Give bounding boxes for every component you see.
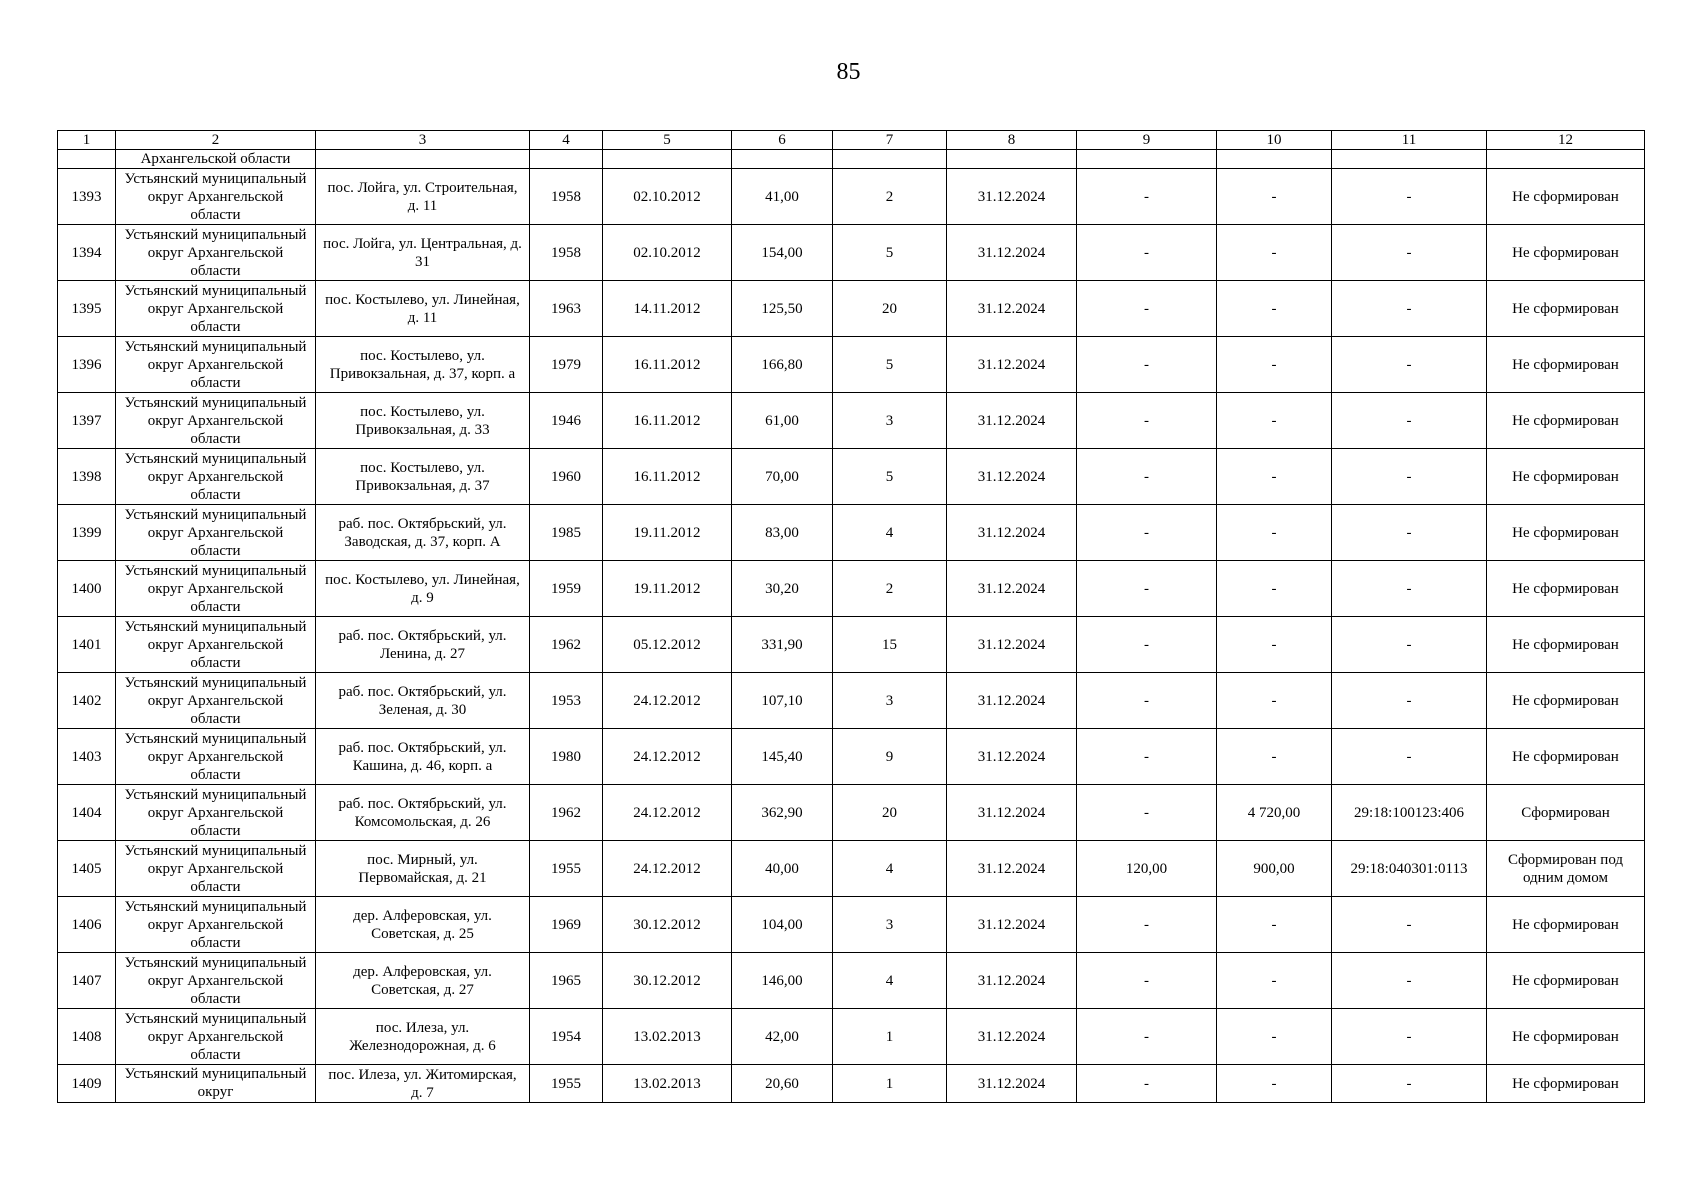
- year-cell: 1958: [530, 169, 603, 225]
- area-cell: 104,00: [732, 897, 833, 953]
- address-cell: пос. Илеза, ул. Железнодорожная, д. 6: [316, 1009, 530, 1065]
- region-cell: Устьянский муниципальный округ Архангельской области: [116, 393, 316, 449]
- residents-cell: 20: [833, 281, 947, 337]
- date-cell: 24.12.2012: [603, 841, 732, 897]
- plot-area-cell: -: [1217, 225, 1332, 281]
- plot-area-cell: -: [1217, 393, 1332, 449]
- column-number: 2: [116, 131, 316, 150]
- table-row: [58, 729, 1645, 785]
- deadline-cell: 31.12.2024: [947, 785, 1077, 841]
- cadastral-number-cell: 29:18:040301:0113: [1332, 841, 1487, 897]
- residents-cell: 15: [833, 617, 947, 673]
- residents-cell: 5: [833, 449, 947, 505]
- column-number: 3: [316, 131, 530, 150]
- cadastral-number-cell: -: [1332, 1009, 1487, 1065]
- year-cell: 1955: [530, 1065, 603, 1103]
- area-cell: 61,00: [732, 393, 833, 449]
- region-cell: Устьянский муниципальный округ Архангельской области: [116, 841, 316, 897]
- table-cell: [1487, 150, 1645, 169]
- column-number: 11: [1332, 131, 1487, 150]
- region-cell: Устьянский муниципальный округ Архангельской области: [116, 337, 316, 393]
- residents-cell: 3: [833, 897, 947, 953]
- status-cell: Не сформирован: [1487, 449, 1645, 505]
- deadline-cell: 31.12.2024: [947, 1009, 1077, 1065]
- region-cell: Устьянский муниципальный округ: [116, 1065, 316, 1103]
- deadline-cell: 31.12.2024: [947, 841, 1077, 897]
- area-cell: 40,00: [732, 841, 833, 897]
- plot-area-cell: 900,00: [1217, 841, 1332, 897]
- address-cell: пос. Лойга, ул. Строительная, д. 11: [316, 169, 530, 225]
- deadline-cell: 31.12.2024: [947, 281, 1077, 337]
- column-number-row: [58, 131, 1645, 150]
- status-cell: Сформирован под одним домом: [1487, 841, 1645, 897]
- area-cell: 166,80: [732, 337, 833, 393]
- deadline-cell: 31.12.2024: [947, 393, 1077, 449]
- region-cell: Устьянский муниципальный округ Архангельской области: [116, 617, 316, 673]
- deadline-cell: 31.12.2024: [947, 505, 1077, 561]
- row-number-cell: 1397: [58, 393, 116, 449]
- plot-area-cell: -: [1217, 1009, 1332, 1065]
- date-cell: 05.12.2012: [603, 617, 732, 673]
- table-row: [58, 393, 1645, 449]
- table-cell: [947, 150, 1077, 169]
- plot-area-cell: -: [1217, 169, 1332, 225]
- region-cell: Устьянский муниципальный округ Архангельской области: [116, 673, 316, 729]
- row-number-cell: 1408: [58, 1009, 116, 1065]
- row-number-cell: 1401: [58, 617, 116, 673]
- plot-area-cell: -: [1217, 617, 1332, 673]
- plot-area-cell: -: [1217, 953, 1332, 1009]
- table-row: [58, 169, 1645, 225]
- status-cell: Не сформирован: [1487, 897, 1645, 953]
- year-cell: 1953: [530, 673, 603, 729]
- date-cell: 30.12.2012: [603, 953, 732, 1009]
- status-cell: Не сформирован: [1487, 337, 1645, 393]
- plot-area-cell: -: [1217, 897, 1332, 953]
- column-number: 4: [530, 131, 603, 150]
- address-cell: дер. Алферовская, ул. Советская, д. 25: [316, 897, 530, 953]
- residents-cell: 4: [833, 505, 947, 561]
- year-cell: 1965: [530, 953, 603, 1009]
- area-cell: 20,60: [732, 1065, 833, 1103]
- deadline-cell: 31.12.2024: [947, 953, 1077, 1009]
- year-cell: 1958: [530, 225, 603, 281]
- cadastral-number-cell: -: [1332, 225, 1487, 281]
- plot-area-cell: -: [1217, 1065, 1332, 1103]
- table-cell: [1077, 150, 1217, 169]
- year-cell: 1954: [530, 1009, 603, 1065]
- address-cell: пос. Костылево, ул. Привокзальная, д. 37, корп. а: [316, 337, 530, 393]
- residents-cell: 5: [833, 337, 947, 393]
- year-cell: 1963: [530, 281, 603, 337]
- table-cell: [530, 150, 603, 169]
- land-area-cell: -: [1077, 953, 1217, 1009]
- year-cell: 1969: [530, 897, 603, 953]
- cadastral-number-cell: -: [1332, 673, 1487, 729]
- date-cell: 02.10.2012: [603, 225, 732, 281]
- land-area-cell: -: [1077, 169, 1217, 225]
- deadline-cell: 31.12.2024: [947, 1065, 1077, 1103]
- land-area-cell: -: [1077, 617, 1217, 673]
- address-cell: пос. Илеза, ул. Житомирская, д. 7: [316, 1065, 530, 1103]
- deadline-cell: 31.12.2024: [947, 673, 1077, 729]
- table-cell: [1332, 150, 1487, 169]
- row-number-cell: 1398: [58, 449, 116, 505]
- table-row: [58, 897, 1645, 953]
- cadastral-number-cell: -: [1332, 337, 1487, 393]
- region-cell: Устьянский муниципальный округ Архангельской области: [116, 729, 316, 785]
- table-row: [58, 673, 1645, 729]
- area-cell: 146,00: [732, 953, 833, 1009]
- row-number-cell: 1400: [58, 561, 116, 617]
- address-cell: дер. Алферовская, ул. Советская, д. 27: [316, 953, 530, 1009]
- land-area-cell: -: [1077, 897, 1217, 953]
- cadastral-number-cell: -: [1332, 281, 1487, 337]
- row-number-cell: 1405: [58, 841, 116, 897]
- address-cell: пос. Костылево, ул. Линейная, д. 9: [316, 561, 530, 617]
- region-cell: Устьянский муниципальный округ Архангельской области: [116, 169, 316, 225]
- residents-cell: 2: [833, 561, 947, 617]
- area-cell: 70,00: [732, 449, 833, 505]
- region-cell: Устьянский муниципальный округ Архангельской области: [116, 897, 316, 953]
- status-cell: Не сформирован: [1487, 1009, 1645, 1065]
- year-cell: 1980: [530, 729, 603, 785]
- cadastral-number-cell: -: [1332, 505, 1487, 561]
- land-area-cell: -: [1077, 505, 1217, 561]
- deadline-cell: 31.12.2024: [947, 729, 1077, 785]
- residents-cell: 4: [833, 841, 947, 897]
- row-number-cell: 1407: [58, 953, 116, 1009]
- year-cell: 1985: [530, 505, 603, 561]
- region-cell: Устьянский муниципальный округ Архангельской области: [116, 281, 316, 337]
- row-number-cell: 1396: [58, 337, 116, 393]
- column-number: 5: [603, 131, 732, 150]
- plot-area-cell: -: [1217, 673, 1332, 729]
- table-row: [58, 281, 1645, 337]
- status-cell: Не сформирован: [1487, 729, 1645, 785]
- deadline-cell: 31.12.2024: [947, 617, 1077, 673]
- year-cell: 1962: [530, 617, 603, 673]
- table-row: [58, 225, 1645, 281]
- date-cell: 16.11.2012: [603, 449, 732, 505]
- date-cell: 19.11.2012: [603, 505, 732, 561]
- column-number: 10: [1217, 131, 1332, 150]
- year-cell: 1959: [530, 561, 603, 617]
- address-cell: пос. Костылево, ул. Привокзальная, д. 33: [316, 393, 530, 449]
- deadline-cell: 31.12.2024: [947, 337, 1077, 393]
- land-area-cell: -: [1077, 225, 1217, 281]
- deadline-cell: 31.12.2024: [947, 897, 1077, 953]
- land-area-cell: -: [1077, 449, 1217, 505]
- table-cell: [58, 150, 116, 169]
- table-cell: [1217, 150, 1332, 169]
- residents-cell: 4: [833, 953, 947, 1009]
- cadastral-number-cell: -: [1332, 561, 1487, 617]
- date-cell: 02.10.2012: [603, 169, 732, 225]
- land-area-cell: -: [1077, 393, 1217, 449]
- status-cell: Не сформирован: [1487, 561, 1645, 617]
- row-number-cell: 1394: [58, 225, 116, 281]
- table-row: [58, 617, 1645, 673]
- residents-cell: 9: [833, 729, 947, 785]
- land-area-cell: -: [1077, 785, 1217, 841]
- column-number: 6: [732, 131, 833, 150]
- column-number: 7: [833, 131, 947, 150]
- area-cell: 331,90: [732, 617, 833, 673]
- date-cell: 14.11.2012: [603, 281, 732, 337]
- region-cell: Устьянский муниципальный округ Архангельской области: [116, 953, 316, 1009]
- region-cell: Устьянский муниципальный округ Архангельской области: [116, 1009, 316, 1065]
- date-cell: 30.12.2012: [603, 897, 732, 953]
- deadline-cell: 31.12.2024: [947, 225, 1077, 281]
- area-cell: 125,50: [732, 281, 833, 337]
- plot-area-cell: -: [1217, 281, 1332, 337]
- table-row: [58, 953, 1645, 1009]
- address-cell: пос. Костылево, ул. Линейная, д. 11: [316, 281, 530, 337]
- residents-cell: 2: [833, 169, 947, 225]
- address-cell: пос. Мирный, ул. Первомайская, д. 21: [316, 841, 530, 897]
- land-area-cell: 120,00: [1077, 841, 1217, 897]
- year-cell: 1960: [530, 449, 603, 505]
- plot-area-cell: -: [1217, 561, 1332, 617]
- deadline-cell: 31.12.2024: [947, 561, 1077, 617]
- table-row: [58, 337, 1645, 393]
- cadastral-number-cell: 29:18:100123:406: [1332, 785, 1487, 841]
- land-area-cell: -: [1077, 281, 1217, 337]
- residents-cell: 3: [833, 673, 947, 729]
- status-cell: Не сформирован: [1487, 953, 1645, 1009]
- date-cell: 24.12.2012: [603, 785, 732, 841]
- date-cell: 16.11.2012: [603, 337, 732, 393]
- cadastral-number-cell: -: [1332, 449, 1487, 505]
- column-number: 1: [58, 131, 116, 150]
- plot-area-cell: -: [1217, 505, 1332, 561]
- date-cell: 24.12.2012: [603, 729, 732, 785]
- year-cell: 1979: [530, 337, 603, 393]
- area-cell: 30,20: [732, 561, 833, 617]
- plot-area-cell: -: [1217, 337, 1332, 393]
- table-row: [58, 841, 1645, 897]
- area-cell: 145,40: [732, 729, 833, 785]
- land-area-cell: -: [1077, 1009, 1217, 1065]
- region-cell: Устьянский муниципальный округ Архангельской области: [116, 561, 316, 617]
- status-cell: Не сформирован: [1487, 505, 1645, 561]
- row-number-cell: 1406: [58, 897, 116, 953]
- cadastral-number-cell: -: [1332, 393, 1487, 449]
- column-number: 12: [1487, 131, 1645, 150]
- table-row: [58, 1065, 1645, 1103]
- residents-cell: 5: [833, 225, 947, 281]
- address-cell: пос. Костылево, ул. Привокзальная, д. 37: [316, 449, 530, 505]
- table-row: [58, 1009, 1645, 1065]
- cadastral-number-cell: -: [1332, 1065, 1487, 1103]
- address-cell: раб. пос. Октябрьский, ул. Зеленая, д. 30: [316, 673, 530, 729]
- table-row: [58, 561, 1645, 617]
- land-area-cell: -: [1077, 673, 1217, 729]
- status-cell: Не сформирован: [1487, 617, 1645, 673]
- row-number-cell: 1399: [58, 505, 116, 561]
- date-cell: 24.12.2012: [603, 673, 732, 729]
- row-number-cell: 1403: [58, 729, 116, 785]
- year-cell: 1946: [530, 393, 603, 449]
- column-number: 8: [947, 131, 1077, 150]
- residents-cell: 1: [833, 1009, 947, 1065]
- land-area-cell: -: [1077, 1065, 1217, 1103]
- row-number-cell: 1402: [58, 673, 116, 729]
- plot-area-cell: -: [1217, 449, 1332, 505]
- registry-table: [57, 130, 1645, 1103]
- table-row: [58, 785, 1645, 841]
- area-cell: 83,00: [732, 505, 833, 561]
- row-number-cell: 1395: [58, 281, 116, 337]
- status-cell: Не сформирован: [1487, 281, 1645, 337]
- page-number: 85: [836, 59, 861, 85]
- cadastral-number-cell: -: [1332, 729, 1487, 785]
- land-area-cell: -: [1077, 561, 1217, 617]
- cadastral-number-cell: -: [1332, 617, 1487, 673]
- year-cell: 1955: [530, 841, 603, 897]
- status-cell: Не сформирован: [1487, 673, 1645, 729]
- row-number-cell: 1393: [58, 169, 116, 225]
- status-cell: Не сформирован: [1487, 1065, 1645, 1103]
- status-cell: Сформирован: [1487, 785, 1645, 841]
- table-cell: Архангельской области: [116, 150, 316, 169]
- table-row: [58, 449, 1645, 505]
- date-cell: 13.02.2013: [603, 1065, 732, 1103]
- status-cell: Не сформирован: [1487, 169, 1645, 225]
- column-number: 9: [1077, 131, 1217, 150]
- region-cell: Устьянский муниципальный округ Архангельской области: [116, 449, 316, 505]
- row-number-cell: 1409: [58, 1065, 116, 1103]
- carry-over-row: [58, 150, 1645, 169]
- deadline-cell: 31.12.2024: [947, 169, 1077, 225]
- address-cell: раб. пос. Октябрьский, ул. Заводская, д. 37, корп. А: [316, 505, 530, 561]
- cadastral-number-cell: -: [1332, 169, 1487, 225]
- status-cell: Не сформирован: [1487, 393, 1645, 449]
- region-cell: Устьянский муниципальный округ Архангельской области: [116, 505, 316, 561]
- area-cell: 107,10: [732, 673, 833, 729]
- address-cell: раб. пос. Октябрьский, ул. Комсомольская, д. 26: [316, 785, 530, 841]
- region-cell: Устьянский муниципальный округ Архангельской области: [116, 785, 316, 841]
- date-cell: 13.02.2013: [603, 1009, 732, 1065]
- address-cell: раб. пос. Октябрьский, ул. Ленина, д. 27: [316, 617, 530, 673]
- table-body: [58, 150, 1645, 1103]
- region-cell: Устьянский муниципальный округ Архангельской области: [116, 225, 316, 281]
- area-cell: 42,00: [732, 1009, 833, 1065]
- status-cell: Не сформирован: [1487, 225, 1645, 281]
- table-row: [58, 505, 1645, 561]
- land-area-cell: -: [1077, 729, 1217, 785]
- address-cell: пос. Лойга, ул. Центральная, д. 31: [316, 225, 530, 281]
- plot-area-cell: -: [1217, 729, 1332, 785]
- deadline-cell: 31.12.2024: [947, 449, 1077, 505]
- table-cell: [732, 150, 833, 169]
- plot-area-cell: 4 720,00: [1217, 785, 1332, 841]
- table-cell: [316, 150, 530, 169]
- row-number-cell: 1404: [58, 785, 116, 841]
- table-cell: [603, 150, 732, 169]
- date-cell: 19.11.2012: [603, 561, 732, 617]
- cadastral-number-cell: -: [1332, 897, 1487, 953]
- land-area-cell: -: [1077, 337, 1217, 393]
- date-cell: 16.11.2012: [603, 393, 732, 449]
- area-cell: 154,00: [732, 225, 833, 281]
- area-cell: 41,00: [732, 169, 833, 225]
- residents-cell: 3: [833, 393, 947, 449]
- year-cell: 1962: [530, 785, 603, 841]
- area-cell: 362,90: [732, 785, 833, 841]
- cadastral-number-cell: -: [1332, 953, 1487, 1009]
- residents-cell: 20: [833, 785, 947, 841]
- address-cell: раб. пос. Октябрьский, ул. Кашина, д. 46, корп. а: [316, 729, 530, 785]
- table-cell: [833, 150, 947, 169]
- residents-cell: 1: [833, 1065, 947, 1103]
